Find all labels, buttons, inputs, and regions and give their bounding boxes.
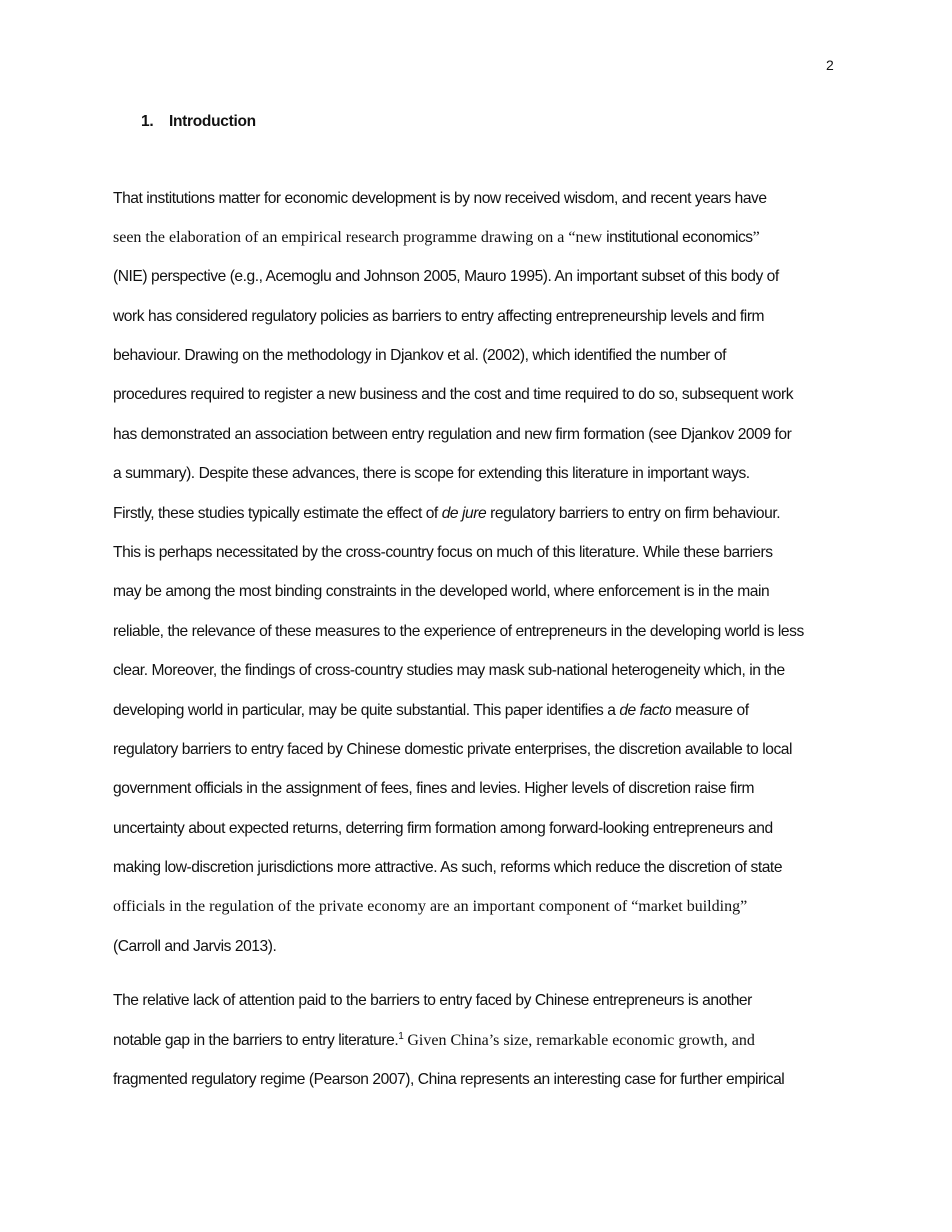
text-line xyxy=(113,936,276,958)
text-line xyxy=(113,700,749,722)
text-segment: uncertainty about expected returns, deterring firm formation among forward-looking entrepreneurs and xyxy=(113,820,773,837)
emphasized-term: de jure xyxy=(441,505,487,522)
text-line xyxy=(113,542,773,564)
text-segment: That institutions matter for economic development is by now received wisdom, and recent years have xyxy=(113,190,767,207)
text-line xyxy=(113,581,769,603)
text-segment: clear. Moreover, the findings of cross-country studies may mask sub-national heterogeneity which, in the xyxy=(113,662,785,679)
text-line xyxy=(113,739,792,761)
text-line xyxy=(113,778,754,800)
text-line xyxy=(113,266,779,288)
text-segment: notable gap in the barriers to entry literature. xyxy=(113,1032,399,1049)
text-line xyxy=(113,896,747,918)
text-segment: reliable, the relevance of these measures to the experience of entrepreneurs in the developing world is less xyxy=(113,623,804,640)
text-segment: may be among the most binding constraints in the developed world, where enforcement is in the main xyxy=(113,583,770,600)
text-segment: work has considered regulatory policies as barriers to entry affecting entrepreneurship levels and firm xyxy=(113,308,765,325)
text-segment: institutional economics xyxy=(606,229,753,246)
text-segment: government officials in the assignment of fees, fines and levies. Higher levels of discretion raise firm xyxy=(113,780,755,797)
section-title: Introduction xyxy=(169,113,256,130)
text-line xyxy=(113,384,793,406)
text-segment: officials in the regulation of the private economy are an important component of “market building” xyxy=(113,898,748,915)
text-segment: procedures required to register a new business and the cost and time required to do so, subsequent work xyxy=(113,386,794,403)
text-segment: measure of xyxy=(671,702,749,719)
text-line xyxy=(113,306,764,328)
text-line xyxy=(113,345,726,367)
text-line xyxy=(113,818,773,840)
section-heading xyxy=(141,113,256,131)
text-segment: regulatory barriers to entry on firm behaviour. xyxy=(486,505,781,522)
footnote-marker: 1 xyxy=(398,1031,404,1042)
text-line xyxy=(113,1030,755,1052)
text-segment: behaviour. Drawing on the methodology in Djankov et al. (2002), which identified the number of xyxy=(113,347,727,364)
text-segment: This is perhaps necessitated by the cross-country focus on much of this literature. While these barriers xyxy=(113,544,773,561)
text-segment: a summary). Despite these advances, there is scope for extending this literature in important ways. xyxy=(113,465,750,482)
text-segment: fragmented regulatory regime (Pearson 2007), China represents an interesting case for further empirical xyxy=(113,1071,785,1088)
text-line xyxy=(113,227,760,249)
text-line xyxy=(113,188,767,210)
text-line xyxy=(113,1069,784,1091)
text-segment: Firstly, these studies typically estimate the effect of xyxy=(113,505,442,522)
text-segment: (NIE) perspective (e.g., Acemoglu and Johnson 2005, Mauro 1995). An important subset of this body of xyxy=(113,268,779,285)
text-line xyxy=(113,990,752,1012)
text-line xyxy=(113,503,780,525)
text-segment: seen the elaboration of an empirical research programme drawing on a “new xyxy=(113,229,607,246)
text-segment: (Carroll and Jarvis 2013). xyxy=(113,938,277,955)
text-segment: making low-discretion jurisdictions more attractive. As such, reforms which reduce the discretion of state xyxy=(113,859,783,876)
emphasized-term: de facto xyxy=(619,702,672,719)
text-line xyxy=(113,857,782,879)
section-number: 1. xyxy=(141,113,154,130)
text-line xyxy=(113,463,750,485)
text-segment: Given China’s size, remarkable economic growth, and xyxy=(403,1032,755,1049)
page-number: 2 xyxy=(826,57,834,73)
text-segment: The relative lack of attention paid to the barriers to entry faced by Chinese entrepreneurs is another xyxy=(113,992,752,1009)
text-segment: ” xyxy=(752,229,760,246)
text-segment: has demonstrated an association between entry regulation and new firm formation (see Djankov 2009 for xyxy=(113,426,792,443)
text-line xyxy=(113,424,791,446)
text-segment: developing world in particular, may be quite substantial. This paper identifies a xyxy=(113,702,620,719)
text-line xyxy=(113,660,785,682)
text-line xyxy=(113,621,804,643)
text-segment: regulatory barriers to entry faced by Chinese domestic private enterprises, the discretion available to local xyxy=(113,741,793,758)
